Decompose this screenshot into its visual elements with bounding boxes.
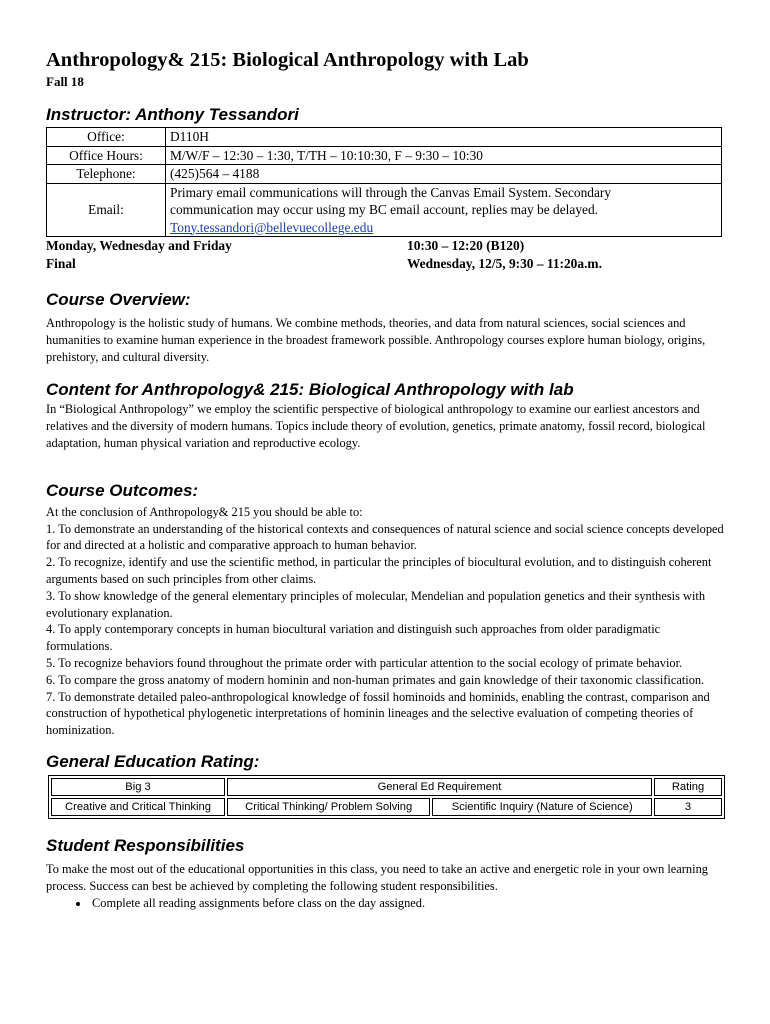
office-hours-row bbox=[47, 146, 722, 165]
student-responsibilities-heading: Student Responsibilities bbox=[46, 835, 245, 855]
office-label: Office: bbox=[47, 128, 166, 147]
content-heading: Content for Anthropology& 215: Biological Anthropology with lab bbox=[46, 380, 574, 400]
content-text: In “Biological Anthropology” we employ the scientific perspective of biological anthropology to examine our earliest ancestors and relatives and the diversity of modern humans. Topics include theory of evolution, genetics, primate anatomy, fossil record, biological adaptation, human physical variation and reproductive ecology. bbox=[46, 402, 706, 450]
responsibilities-text: To make the most out of the educational opportunities in this class, you need to take an active and energetic role in your own learning process. Success can best be achieved by completing the following student responsibilities. bbox=[46, 861, 708, 893]
email-label: Email: bbox=[47, 183, 166, 237]
course-overview-heading: Course Overview: bbox=[46, 290, 191, 309]
instructor-email-link[interactable]: Tony.tessandori@bellevuecollege.edu bbox=[170, 219, 374, 235]
office-hours-value: M/W/F – 12:30 – 1:30, T/TH – 10:10:30, F – 9:30 – 10:30 bbox=[166, 146, 722, 165]
telephone-row bbox=[47, 165, 722, 184]
outcome-item: 4. To apply contemporary concepts in human biocultural variation and distinguish such approaches from older paradigmatic formulations. bbox=[46, 622, 661, 654]
office-hours-label: Office Hours: bbox=[47, 146, 166, 165]
gen-ed-cell-rating: 3 bbox=[654, 798, 722, 816]
meeting-days: Monday, Wednesday and Friday bbox=[46, 238, 232, 253]
email-note-line-2: communication may occur using my BC email account, replies may be delayed. bbox=[170, 202, 599, 217]
outcome-item: 3. To show knowledge of the general elementary principles of molecular, Mendelian and population genetics and their synthesis with evolutionary explanation. bbox=[46, 588, 706, 620]
gen-ed-cell-requirement-1: Critical Thinking/ Problem Solving bbox=[227, 798, 430, 816]
gen-ed-cell-requirement-2: Scientific Inquiry (Nature of Science) bbox=[432, 798, 652, 816]
gen-ed-cell-big3: Creative and Critical Thinking bbox=[51, 798, 225, 816]
gen-ed-header-requirement: General Ed Requirement bbox=[227, 778, 652, 796]
outcome-item: 6. To compare the gross anatomy of modern hominin and non-human primates and gain knowledge of their taxonomic classification. bbox=[46, 672, 705, 687]
final-label: Final bbox=[46, 256, 76, 271]
office-row bbox=[47, 128, 722, 147]
responsibilities-list bbox=[46, 895, 726, 912]
email-value bbox=[166, 183, 722, 237]
gen-ed-header-rating: Rating bbox=[654, 778, 722, 796]
course-title: Anthropology& 215: Biological Anthropology with Lab bbox=[46, 49, 529, 71]
term-label: Fall 18 bbox=[46, 74, 84, 89]
gen-ed-data-row bbox=[51, 798, 722, 816]
gen-ed-table bbox=[48, 775, 725, 819]
schedule-row-final bbox=[46, 255, 726, 273]
outcome-item: 2. To recognize, identify and use the scientific method, in particular the principles of biocultural evolution, and to distinguish coherent arguments based on such principles from other claims. bbox=[46, 555, 712, 586]
gen-ed-header-row bbox=[51, 778, 722, 796]
syllabus-page bbox=[46, 48, 726, 911]
gen-ed-heading: General Education Rating: bbox=[46, 751, 260, 771]
outcomes-intro: At the conclusion of Anthropology& 215 you should be able to: bbox=[46, 504, 363, 519]
final-time: Wednesday, 12/5, 9:30 – 11:20a.m. bbox=[407, 256, 602, 271]
meeting-time: 10:30 – 12:20 (B120) bbox=[407, 238, 525, 253]
course-overview-text: Anthropology is the holistic study of humans. We combine methods, theories, and data from natural sciences, social sciences and humanities to examine human experience in the broadest framework possible. Anthropology courses explore human biology, origins, prehistory, and cultural diversity. bbox=[46, 316, 706, 364]
outcome-item: 5. To recognize behaviors found throughout the primate order with particular attention to the social ecology of primate behavior. bbox=[46, 655, 683, 670]
telephone-label: Telephone: bbox=[47, 165, 166, 184]
gen-ed-header-big3: Big 3 bbox=[51, 778, 225, 796]
outcomes-list bbox=[46, 521, 726, 739]
instructor-info-table bbox=[46, 127, 722, 237]
email-note-line-1: Primary email communications will through the Canvas Email System. Secondary bbox=[170, 184, 612, 200]
outcome-item: 7. To demonstrate detailed paleo-anthropological knowledge of fossil hominoids and hominids, enabling the contrast, comparison and construction of hypothetical phylogenetic interpretations of hominin lineages and the selective evaluation of competing theories of hominization. bbox=[46, 689, 710, 738]
email-row bbox=[47, 183, 722, 237]
outcome-item: 1. To demonstrate an understanding of the historical contexts and consequences of natural science and social science concepts developed for and directed at a holistic and comparative approach to human behavior. bbox=[46, 521, 724, 553]
instructor-heading: Instructor: Anthony Tessandori bbox=[46, 105, 299, 124]
office-value: D110H bbox=[166, 128, 722, 147]
telephone-value: (425)564 – 4188 bbox=[166, 165, 722, 184]
course-outcomes-heading: Course Outcomes: bbox=[46, 480, 199, 500]
list-item: • Complete all reading assignments before class on the day assigned. bbox=[90, 895, 726, 912]
schedule-row-days bbox=[46, 237, 726, 255]
